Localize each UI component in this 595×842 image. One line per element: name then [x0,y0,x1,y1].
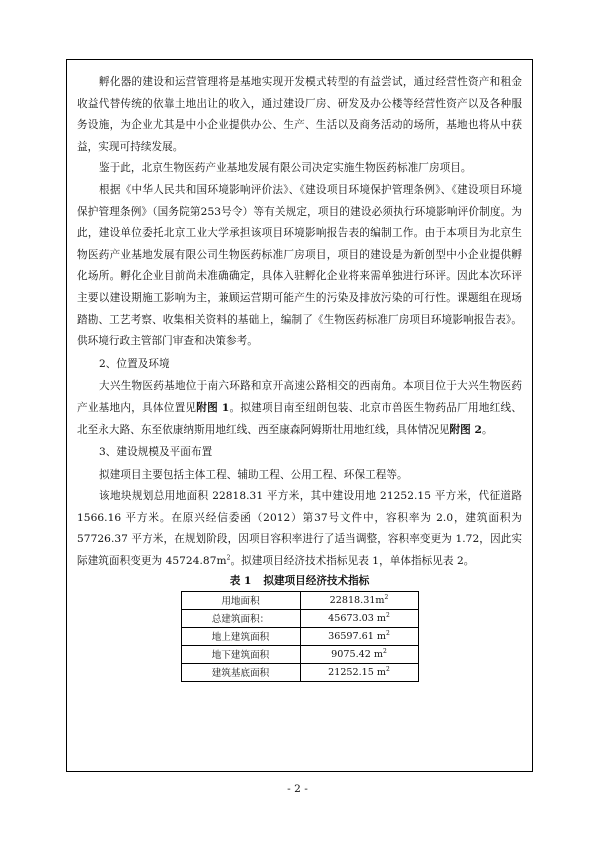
area-text-a: 该地块规划总用地面积 22818.31 平方米，其中建设用地 21252.15 平方米，代征道路 1566.16 平方米。在原兴经信委函（2012）第37号文件中，容积率为 2.0，建筑面积为 57726.37 平方米，在规划阶段，因项目容积率进行了适当调整，容积率变更为 1.72，因此实际建筑面积变更为 45724.87m [77,490,522,568]
location-text-c: 。 [481,423,493,436]
row-value: 21252.15 $m^2$ [300,663,418,681]
row-value: 45673.03 $m^2$ [300,609,418,627]
row-value: 9075.42 $m^2$ [300,645,418,663]
paragraph-components: 拟建项目主要包括主体工程、辅助工程、公用工程、环保工程等。 [99,468,408,481]
content-frame [66,59,533,772]
row-label: 建筑基底面积 [181,663,300,681]
table-row [181,591,418,609]
location-text-a: 大兴生物医药基地位于南六环路和京开高速公路相交的西南角。本项目位于大兴生物医药产业基地内，具体位置见 [77,380,522,414]
row-label: 地下建筑面积 [181,645,300,663]
table-caption [77,573,522,589]
indicator-table [181,591,419,682]
table-row [181,609,418,627]
row-value: 36597.61 $m^2$ [300,627,418,645]
figure-ref-1: 附图 1 [196,401,230,414]
table-number: 表 1 [229,574,252,587]
area-text-b: 。拟建项目经济技术指标见表 1，单体指标见表 2。 [230,555,475,568]
table-row [181,645,418,663]
table-row [181,627,418,645]
table-title: 拟建项目经济技术指标 [263,574,370,587]
paragraph-area [77,486,522,572]
paragraph-incubator: 孵化器的建设和运营管理将是基地实现开发模式转型的有益尝试，通过经营性资产和租金收益代替传统的依靠土地出让的收入，通过建设厂房、研发及办公楼等经营性资产以及各种服务设施，为企业尤其是中小企业提供办公、生产、生活以及商务活动的场所，基地也将从中获益，实现可持续发展。 [77,76,522,153]
page-number: - 2 - [287,783,308,795]
location-text-b: 。拟建项目南至纽朗包装、北京市兽医生物药品厂用地红线、北至永大路、东至依康纳斯用地红线、西至康森阿姆斯壮用地红线，具体情况见 [77,401,522,436]
paragraph-location [77,376,522,441]
paragraph-decision: 鉴于此，北京生物医药产业基地发展有限公司决定实施生物医药标准厂房项目。 [99,162,472,175]
paragraph-legal-basis: 根据《中华人民共和国环境影响评价法》、《建设项目环境保护管理条例》、《建设项目环境保护管理条例》（国务院第253号令）等有关规定，项目的建设必须执行环境影响评价制度。为此，建设单位委托北京工业大学承担该项目环境影响报告表的编制工作。由于本项目为北京生物医药产业基地发展有限公司生物医药标准厂房项目，项目的建设是为新创型中小企业提供孵化场所。孵化企业目前尚未准确确定，具体入驻孵化企业将来需单独进行环评。因此本次环评主要以建设期施工影响为主，兼顾运营期可能产生的污染及排放污染的可行性。课题组在现场踏勘、工艺考察、收集相关资料的基础上，编制了《生物医药标准厂房项目环境影响报告表》。供环境行政主管部门审查和决策参考。 [77,183,522,348]
figure-ref-2: 附图 2 [449,423,482,436]
section-heading-location: 2、位置及环境 [99,357,170,370]
row-label: 用地面积 [181,591,300,609]
row-value: $22818.31m^2$ [300,591,418,609]
table-row [181,663,418,681]
area-unit-sup: 2 [226,554,231,562]
row-label: 总建筑面积： [181,609,300,627]
section-heading-scale: 3、建设规模及平面布置 [99,446,213,459]
row-label: 地上建筑面积 [181,627,300,645]
